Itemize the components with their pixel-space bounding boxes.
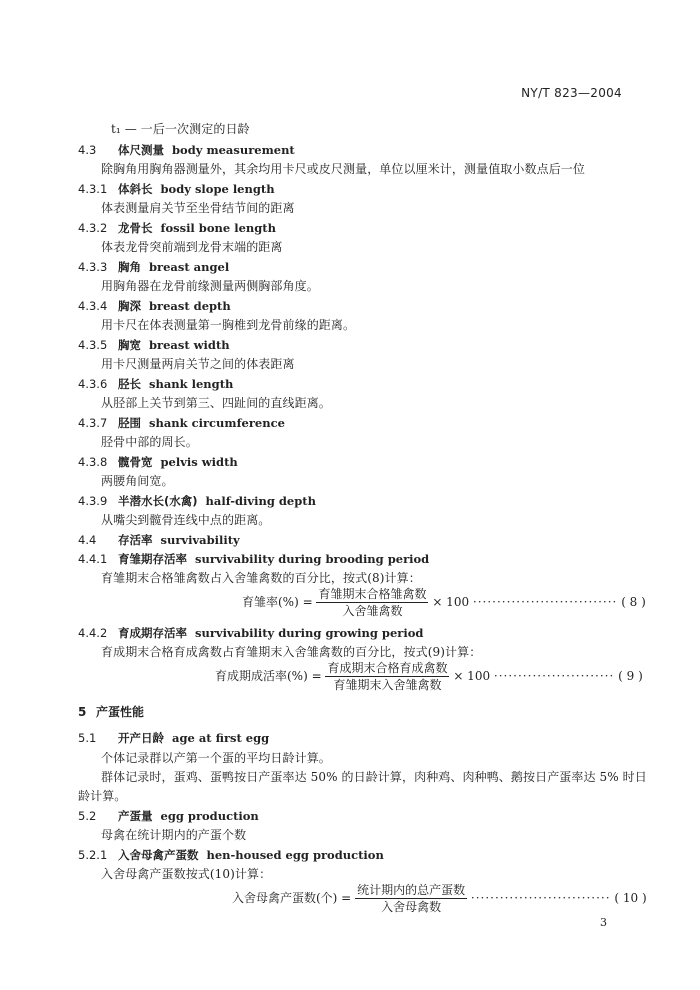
section-4-3-9-body: 从嘴尖到髋骨连线中点的距离。	[101, 513, 271, 527]
section-number: 4.4	[78, 533, 97, 547]
section-4-3-7-body: 胫骨中部的周长。	[101, 435, 198, 449]
section-4-3-4-heading	[78, 298, 231, 314]
section-number: 5.2.1	[78, 848, 108, 862]
section-4-3-heading	[78, 142, 295, 158]
section-4-3-7-heading	[78, 415, 285, 431]
section-title-zh: 存活率	[118, 533, 153, 547]
section-4-3-8-heading	[78, 454, 238, 470]
section-title-en: egg production	[160, 809, 259, 823]
section-title-en: breast width	[149, 338, 230, 352]
section-title-zh: 半潜水长(水禽)	[118, 494, 198, 508]
section-title-zh: 产蛋性能	[96, 705, 145, 719]
section-title-zh: 胸角	[118, 260, 141, 274]
section-4-3-2-body: 体表龙骨突前端到龙骨末端的距离	[101, 240, 283, 254]
section-title-en: survivability during brooding period	[195, 552, 430, 566]
section-title-zh: 龙骨长	[118, 221, 153, 235]
formula-leader-dots: ·····························	[470, 891, 611, 905]
section-title-zh: 体尺测量	[118, 143, 164, 157]
section-4-3-8-body: 两腰角间宽。	[101, 474, 174, 488]
formula-fraction	[325, 661, 449, 692]
section-4-4-1-heading	[78, 551, 429, 567]
section-4-3-body: 除胸角用胸角器测量外，其余均用卡尺或皮尺测量，单位以厘米计，测量值取小数点后一位	[101, 162, 586, 176]
formula-numerator: 育雏期末合格雏禽数	[318, 587, 427, 601]
section-title-zh: 育成期存活率	[118, 626, 187, 640]
section-title-zh: 产蛋量	[118, 809, 153, 823]
section-4-3-6-body: 从胫部上关节到第三、四趾间的直线距离。	[101, 396, 331, 410]
formula-lhs: 入舍母禽产蛋数(个) =	[232, 891, 352, 905]
section-number: 4.3.3	[78, 260, 108, 274]
section-title-en: body measurement	[172, 143, 295, 157]
section-5-1-body-2: 群体记录时，蛋鸡、蛋鸭按日产蛋率达 50% 的日龄计算，肉种鸡、肉种鸭、鹅按日产蛋率达 5% 时日	[101, 770, 647, 784]
section-4-3-3-body: 用胸角器在龙骨前缘测量两侧胸部角度。	[101, 279, 319, 293]
section-5-2-1-body: 入舍母禽产蛋数按式(10)计算：	[101, 867, 272, 881]
formula-denominator: 育雏期末入舍雏禽数	[333, 678, 442, 692]
formula-leader-dots: ······························	[472, 595, 618, 609]
section-4-4-2-heading	[78, 625, 423, 641]
section-5-1-body-2-cont: 龄计算。	[78, 789, 127, 803]
formula-lhs: 育成期成活率(%) =	[215, 669, 322, 683]
section-title-zh: 体斜长	[118, 182, 153, 196]
section-4-3-6-heading	[78, 376, 233, 392]
section-4-3-2-heading	[78, 220, 276, 236]
section-5-1-body-1: 个体记录群以产第一个蛋的平均日龄计算。	[101, 751, 331, 765]
section-title-en: survivability during growing period	[195, 626, 424, 640]
section-number: 4.3.4	[78, 299, 108, 313]
section-4-3-1-body: 体表测量肩关节至坐骨结节间的距离	[101, 201, 295, 215]
standard-code: NY/T 823—2004	[521, 86, 622, 100]
section-number: 4.3.5	[78, 338, 108, 352]
section-4-3-5-body: 用卡尺测量两肩关节之间的体表距离	[101, 357, 295, 371]
section-5-1-heading	[78, 730, 269, 746]
section-5-2-heading	[78, 808, 259, 824]
section-title-en: breast depth	[149, 299, 231, 313]
formula-numerator: 育成期末合格育成禽数	[327, 661, 448, 675]
page-number: 3	[600, 916, 607, 929]
section-4-3-4-body: 用卡尺在体表测量第一胸椎到龙骨前缘的距离。	[101, 318, 356, 332]
section-title-zh: 胸宽	[118, 338, 141, 352]
section-5-2-body: 母禽在统计期内的产蛋个数	[101, 828, 247, 842]
section-number: 4.4.2	[78, 626, 108, 640]
chapter-5-heading	[78, 704, 144, 720]
section-number: 4.3.7	[78, 416, 108, 430]
section-number: 4.3.6	[78, 377, 108, 391]
formula-leader-dots: ·························	[493, 669, 615, 683]
section-4-4-1-body: 育雏期末合格雏禽数占入舍雏禽数的百分比，按式(8)计算：	[101, 571, 421, 585]
section-number: 4.3.8	[78, 455, 108, 469]
section-number: 5.2	[78, 809, 97, 823]
section-title-en: pelvis width	[160, 455, 238, 469]
formula-multiplier: × 100	[453, 669, 491, 683]
formula-denominator: 入舍母禽数	[381, 900, 442, 914]
section-5-2-1-heading	[78, 847, 384, 863]
section-title-zh: 髋骨宽	[118, 455, 153, 469]
section-number: 4.3	[78, 143, 97, 157]
section-4-4-heading	[78, 532, 240, 548]
formula-tag: ( 9 )	[618, 669, 643, 683]
section-title-en: shank circumference	[149, 416, 285, 430]
section-4-3-1-heading	[78, 181, 275, 197]
formula-numerator: 统计期内的总产蛋数	[357, 883, 466, 897]
section-title-zh: 开产日龄	[118, 731, 164, 745]
section-title-zh: 胫围	[118, 416, 141, 430]
section-4-4-2-body: 育成期末合格育成禽数占育雏期末入舍雏禽数的百分比，按式(9)计算：	[101, 645, 482, 659]
section-title-en: shank length	[149, 377, 234, 391]
formula-tag: ( 8 )	[621, 595, 646, 609]
section-title-en: hen-housed egg production	[206, 848, 384, 862]
section-title-en: survivability	[160, 533, 240, 547]
section-title-en: body slope length	[160, 182, 275, 196]
formula-9	[215, 661, 643, 692]
formula-tag: ( 10 )	[614, 891, 647, 905]
formula-8	[242, 587, 646, 618]
formula-10	[232, 883, 647, 914]
section-number: 4.3.2	[78, 221, 108, 235]
section-4-3-5-heading	[78, 337, 230, 353]
formula-lhs: 育雏率(%) =	[242, 595, 313, 609]
formula-fraction	[355, 883, 467, 914]
section-number: 4.4.1	[78, 552, 108, 566]
section-title-en: age at first egg	[172, 731, 270, 745]
section-title-zh: 入舍母禽产蛋数	[118, 848, 199, 862]
t1-definition: t₁ — 一后一次测定的日龄	[111, 122, 250, 136]
section-title-en: fossil bone length	[160, 221, 276, 235]
section-number: 5	[78, 705, 87, 719]
section-number: 5.1	[78, 731, 97, 745]
section-number: 4.3.9	[78, 494, 108, 508]
section-title-zh: 育雏期存活率	[118, 552, 187, 566]
section-title-en: half-diving depth	[205, 494, 316, 508]
section-4-3-3-heading	[78, 259, 229, 275]
section-4-3-9-heading	[78, 493, 316, 509]
section-number: 4.3.1	[78, 182, 108, 196]
section-title-zh: 胸深	[118, 299, 141, 313]
section-title-zh: 胫长	[118, 377, 141, 391]
formula-multiplier: × 100	[432, 595, 470, 609]
formula-fraction	[316, 587, 428, 618]
formula-denominator: 入舍雏禽数	[342, 604, 403, 618]
section-title-en: breast angel	[149, 260, 230, 274]
